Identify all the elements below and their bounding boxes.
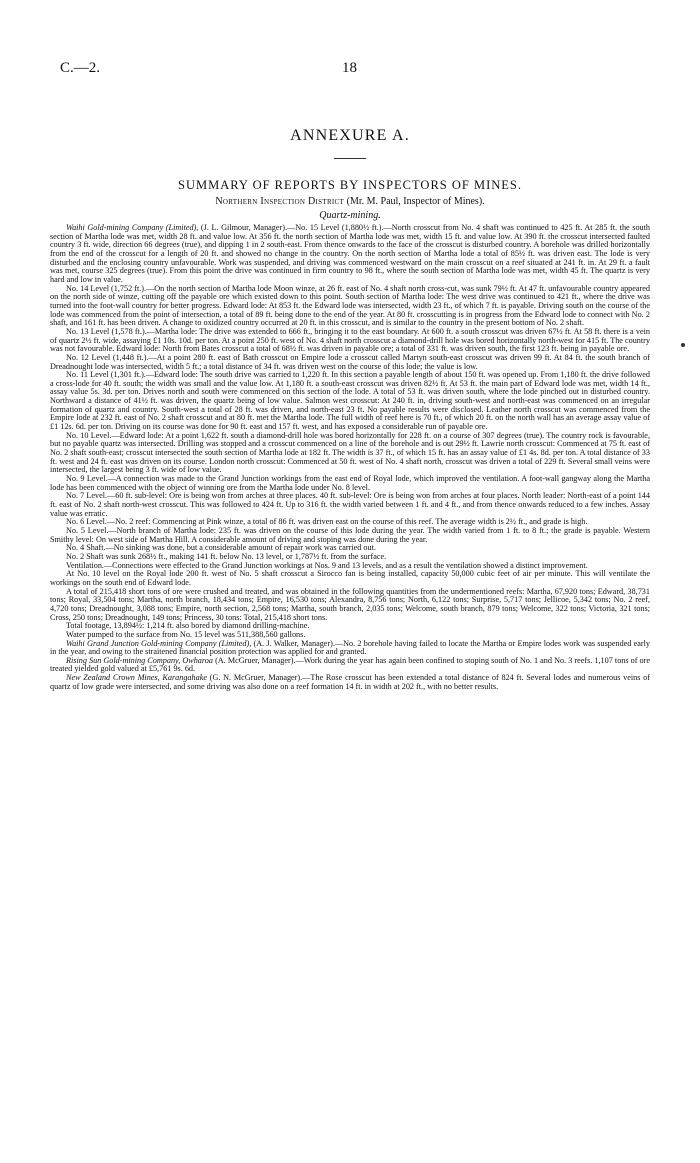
report-paragraph xyxy=(50,492,650,518)
district-name: Northern Inspection District xyxy=(215,196,345,207)
report-paragraph xyxy=(50,674,650,691)
paragraph-text: A total of 215,418 short tons of ore were crushed and treated, and was obtained in the following quantities from the undermentioned reefs: Martha, 67,920 tons; Edward, 38,731 tons; Royal, 33,504 tons; Martha, north branch, 18,434 tons; Empire, 16,530 tons; Alexandra, 8,756 tons; North, 6,122 tons; Surprise, 5,717 tons; Jellicoe, 5,342 tons; No. 2 reef, 4,720 tons; Dreadnought, 3,088 tons; Empire, north section, 2,568 tons; Martha, south branch, 2,035 tons; Welcome, south branch, 879 tons; Welcome, 322 tons; Victoria, 321 tons; Cross, 250 tons; Dreadnought, 149 tons; Princess, 30 tons: Total, 215,418 short tons. xyxy=(50,586,650,622)
paragraph-text: No. 12 Level (1,448 ft.).—At a point 280 ft. east of Bath crosscut on Empire lode a crosscut called Martyn south-east crosscut was driven 99 ft. At 84 ft. the south branch of Dreadnought lode was intersected, width 5 ft.; a total distance of 34 ft. was driven west on the course of this lode; the value is low. xyxy=(50,352,650,371)
annexure-title: ANNEXURE A. xyxy=(290,127,410,144)
paragraph-text: Total footage, 13,894½: 1,214 ft. also bored by diamond drilling-machine. xyxy=(66,621,310,631)
report-paragraph xyxy=(50,371,650,432)
district-line xyxy=(0,196,700,207)
paragraph-text: No. 9 Level.—A connection was made to the Grand Junction workings from the east end of Royal lode, which improved the ventilation. A foot-wall gangway along the Martha lode has been commenced with the object of winning ore from the Martha lode under No. 8 level. xyxy=(50,474,650,492)
paragraph-text: At No. 10 level on the Royal lode 200 ft. west of No. 5 shaft crosscut a Sirocco fan is being installed, capacity 50,000 cubic feet of air per minute. This will ventilate the workings on the south end of Edward lode. xyxy=(50,569,650,587)
page-number: 18 xyxy=(342,60,357,76)
paragraph-text: (G. N. McGruer, Manager).—The Rose crosscut has been extended a total distance of 824 ft. Several lodes and numerous veins of quartz of low grade were intersected, and some driving was also done on a reef formation 14 ft. in width at 202 ft., with no better results. xyxy=(50,673,651,691)
company-name: New Zealand Crown Mines, Karangahake xyxy=(66,673,207,683)
report-paragraph xyxy=(50,640,650,657)
company-name: Waihi Grand Junction Gold-mining Company (Limited), xyxy=(66,638,252,648)
document-code: C.—2. xyxy=(60,60,101,76)
report-paragraph xyxy=(50,224,650,285)
paragraph-text: (A. McGruer, Manager).—Work during the year has again been confined to stoping south of No. 1 and No. 3 reefs. 1,107 tons of ore treated yielded gold valued at £5,761 9s. 6d. xyxy=(50,655,650,674)
title-divider xyxy=(334,158,366,159)
company-name: Rising Sun Gold-mining Company, Owharoa xyxy=(66,655,213,665)
section-heading: Quartz-mining. xyxy=(319,210,381,221)
paragraph-text: No. 14 Level (1,752 ft.).—On the north section of Martha lode Moon winze, at 26 ft. east of No. 4 shaft north cross-cut, was sunk 79½ ft. At 47 ft. unfavourable country appeared on the north side of winze, cutting off the payable ore which existed down to this point. South section of Martha lode: The west drive was continued to 421 ft., where the drive was turned into the foot-wall country for better progress. Edward lode: At 853 ft. the Edward lode was intersected, width 23 ft., of which 7 ft. is payable. Driving south on the course of the lode was commenced from the point of intersection, a total of 89 ft. being done to the end of the year. At 80 ft. crosscutting is in progress from the Edward lode to connect with No. 2 shaft, and 161 ft. has been driven. A change to oxidized country occurred at 20 ft. in this crosscut, and is similar to the country in the present bottom of No. 2 shaft. xyxy=(50,283,650,328)
paragraph-text: No. 11 Level (1,301 ft.).—Edward lode: The south drive was carried to 1,220 ft. In this section a payable length of about 150 ft. was opened up. From 1,180 ft. the drive followed a cross-lode for 40 ft. south; the width was small and the value low. At 1,180 ft. a south-east crosscut was driven 82½ ft. At 53 ft. the main part of Edward lode was met, width 14 ft., assay value 5s. 3d. per ton. Drives north and south were commenced on this section of the lode. A total of 53 ft. was driven south, where the lode pinched out in disturbed country. Northward a distance of 41½ ft. was driven, the quartz being of low value. Salmon west crosscut: At 240 ft. in, driving south-west and north-east was commenced on an irregular formation of quartz and country. South-west a total of 28 ft. was driven, and north-east 23 ft. No payable results were disclosed. Leather north crosscut was commenced from the Empire lode at 232 ft. east of No. 2 shaft crosscut and at 80 ft. met the Martha lode. The full width of reef here is 70 ft., of which 20 ft. on the north wall has an average assay value of £1 12s. 6d. per ton. Driving on its course was done for 90 ft. east and 157 ft. west, and has exposed a considerable run of payable ore. xyxy=(50,370,650,432)
report-paragraph xyxy=(50,657,650,674)
report-paragraph xyxy=(50,527,650,544)
paragraph-text: No. 2 Shaft was sunk 268½ ft., making 141 ft. below No. 13 level, or 1,787½ ft. from the surface. xyxy=(66,551,387,561)
report-paragraph xyxy=(50,570,650,587)
summary-title: SUMMARY OF REPORTS BY INSPECTORS OF MINES. xyxy=(178,178,522,192)
paragraph-text: No. 5 Level.—North branch of Martha lode: 235 ft. was driven on the course of this lode during the year. The width varied from 1 ft. to 8 ft.; the grade is payable. Western Smithy level: On west side of Martha Hill. A considerable amount of driving and stoping was done during the year. xyxy=(50,525,650,544)
paragraph-text: No. 13 Level (1,578 ft.).—Martha lode: The drive was extended to 666 ft., bringing it to the east boundary. At 600 ft. a south crosscut was driven 67½ ft. At 58 ft. there is a vein of quartz 2½ ft. wide, assaying £1 10s. 10d. per ton. At a point 250 ft. west of No. 4 shaft north crosscut a diamond-drill hole was bored horizontally north-west for 415 ft. The country was not favourable. Edward lode: North from Bates crosscut a total of 68½ ft. was driven in payable ore; a total of 331 ft. was driven south, the first 123 ft. being in payable ore. xyxy=(50,326,650,354)
report-paragraph xyxy=(50,432,650,475)
margin-mark xyxy=(681,343,685,347)
paragraph-text: Ventilation.—Connections were effected to the Grand Junction workings at Nos. 9 and 13 levels, and as a result the ventilation showed a distinct improvement. xyxy=(66,560,588,570)
paragraph-text: No. 10 Level.—Edward lode: At a point 1,622 ft. south a diamond-drill hole was bored horizontally for 228 ft. on a course of 307 degrees (true). The country rock is favourable, but no payable quartz was intersected. Drilling was stopped and a crosscut commenced on a line of the borehole and is out 29½ ft. Lawrie north crosscut: Commenced at 75 ft. east of No. 2 shaft south-east; crosscut intersected the south section of Martha lode at 182 ft. The width is 37 ft., of which 15 ft. has an assay value of £1 4s. 8d. per ton. A total distance of 33 ft. west and 24 ft. east was driven on its course. London north crosscut: Commenced at 50 ft. west of No. 4 shaft north, crosscut was driven a total of 229 ft. Several small veins were intersected, the largest being 3 ft. wide of low value. xyxy=(50,430,650,475)
district-inspector: (Mr. M. Paul, Inspector of Mines). xyxy=(346,196,485,207)
company-name: Waihi Gold-mining Company (Limited), xyxy=(66,223,199,232)
report-paragraph xyxy=(50,285,650,328)
report-paragraph xyxy=(50,588,650,623)
paragraph-text: (A. J. Walker, Manager).—No. 2 borehole having failed to locate the Martha or Empire lodes work was suspended early in the year, and owing to the straitened financial position protection was applied for and granted. xyxy=(50,638,650,657)
paragraph-text: No. 6 Level.—No. 2 reef: Commencing at Pink winze, a total of 86 ft. was driven east on the course of this reef. The average width is 2½ ft., and grade is high. xyxy=(66,517,588,527)
report-paragraph xyxy=(50,354,650,371)
paragraph-text: No. 4 Shaft.—No sinking was done, but a considerable amount of repair work was carried out. xyxy=(66,543,376,553)
paragraph-text: No. 7 Level.—60 ft. sub-level: Ore is being won from arches at three places. 40 ft. sub-level: Ore is being won from arches at four places. North leader: North-east of a point 144 ft. east of No. 2 shaft north-west crosscut. This was followed to 424 ft. Up to 316 ft. the width varied between 1 ft. and 4 ft., and from thence onwards reduced to a few inches. Assay value was erratic. xyxy=(50,491,650,518)
report-body xyxy=(50,224,650,691)
paragraph-text: (J. L. Gilmour, Manager).—No. 15 Level (1,880½ ft.).—North crosscut from No. 4 shaft was continued to 425 ft. At 285 ft. the south section of Martha lode was met, width 28 ft. and value low. At 356 ft. the north section of Martha lode was met, width 15 ft. and value low. At 390 ft. the crosscut intersected faulted country 3 ft. wide, direction 66 degrees (true), and dipping 1 in 2 south-east. From thence onwards to the face of the crosscut is disturbed country. A borehole was drilled horizontally from the end of the crosscut for a length of 20 ft. and showed no change in the country. On the north section of Martha lode a total of 85½ ft. was driven east. The lode is very disturbed and the enclosing country unfavourable. Work was suspended, and driving was commenced westward on the main crosscut on a reef situated at 241 ft. in. At 29 ft. a fault was met, course 325 degrees (true). From this point the drive was continued in firm country to 98 ft., where the south section of Martha lode was met, width 45 ft. The quartz is very hard and low in value. xyxy=(50,223,650,284)
report-paragraph xyxy=(50,328,650,354)
report-paragraph xyxy=(50,475,650,492)
paragraph-text: Water pumped to the surface from No. 15 level was 511,388,560 gallons. xyxy=(66,629,306,639)
